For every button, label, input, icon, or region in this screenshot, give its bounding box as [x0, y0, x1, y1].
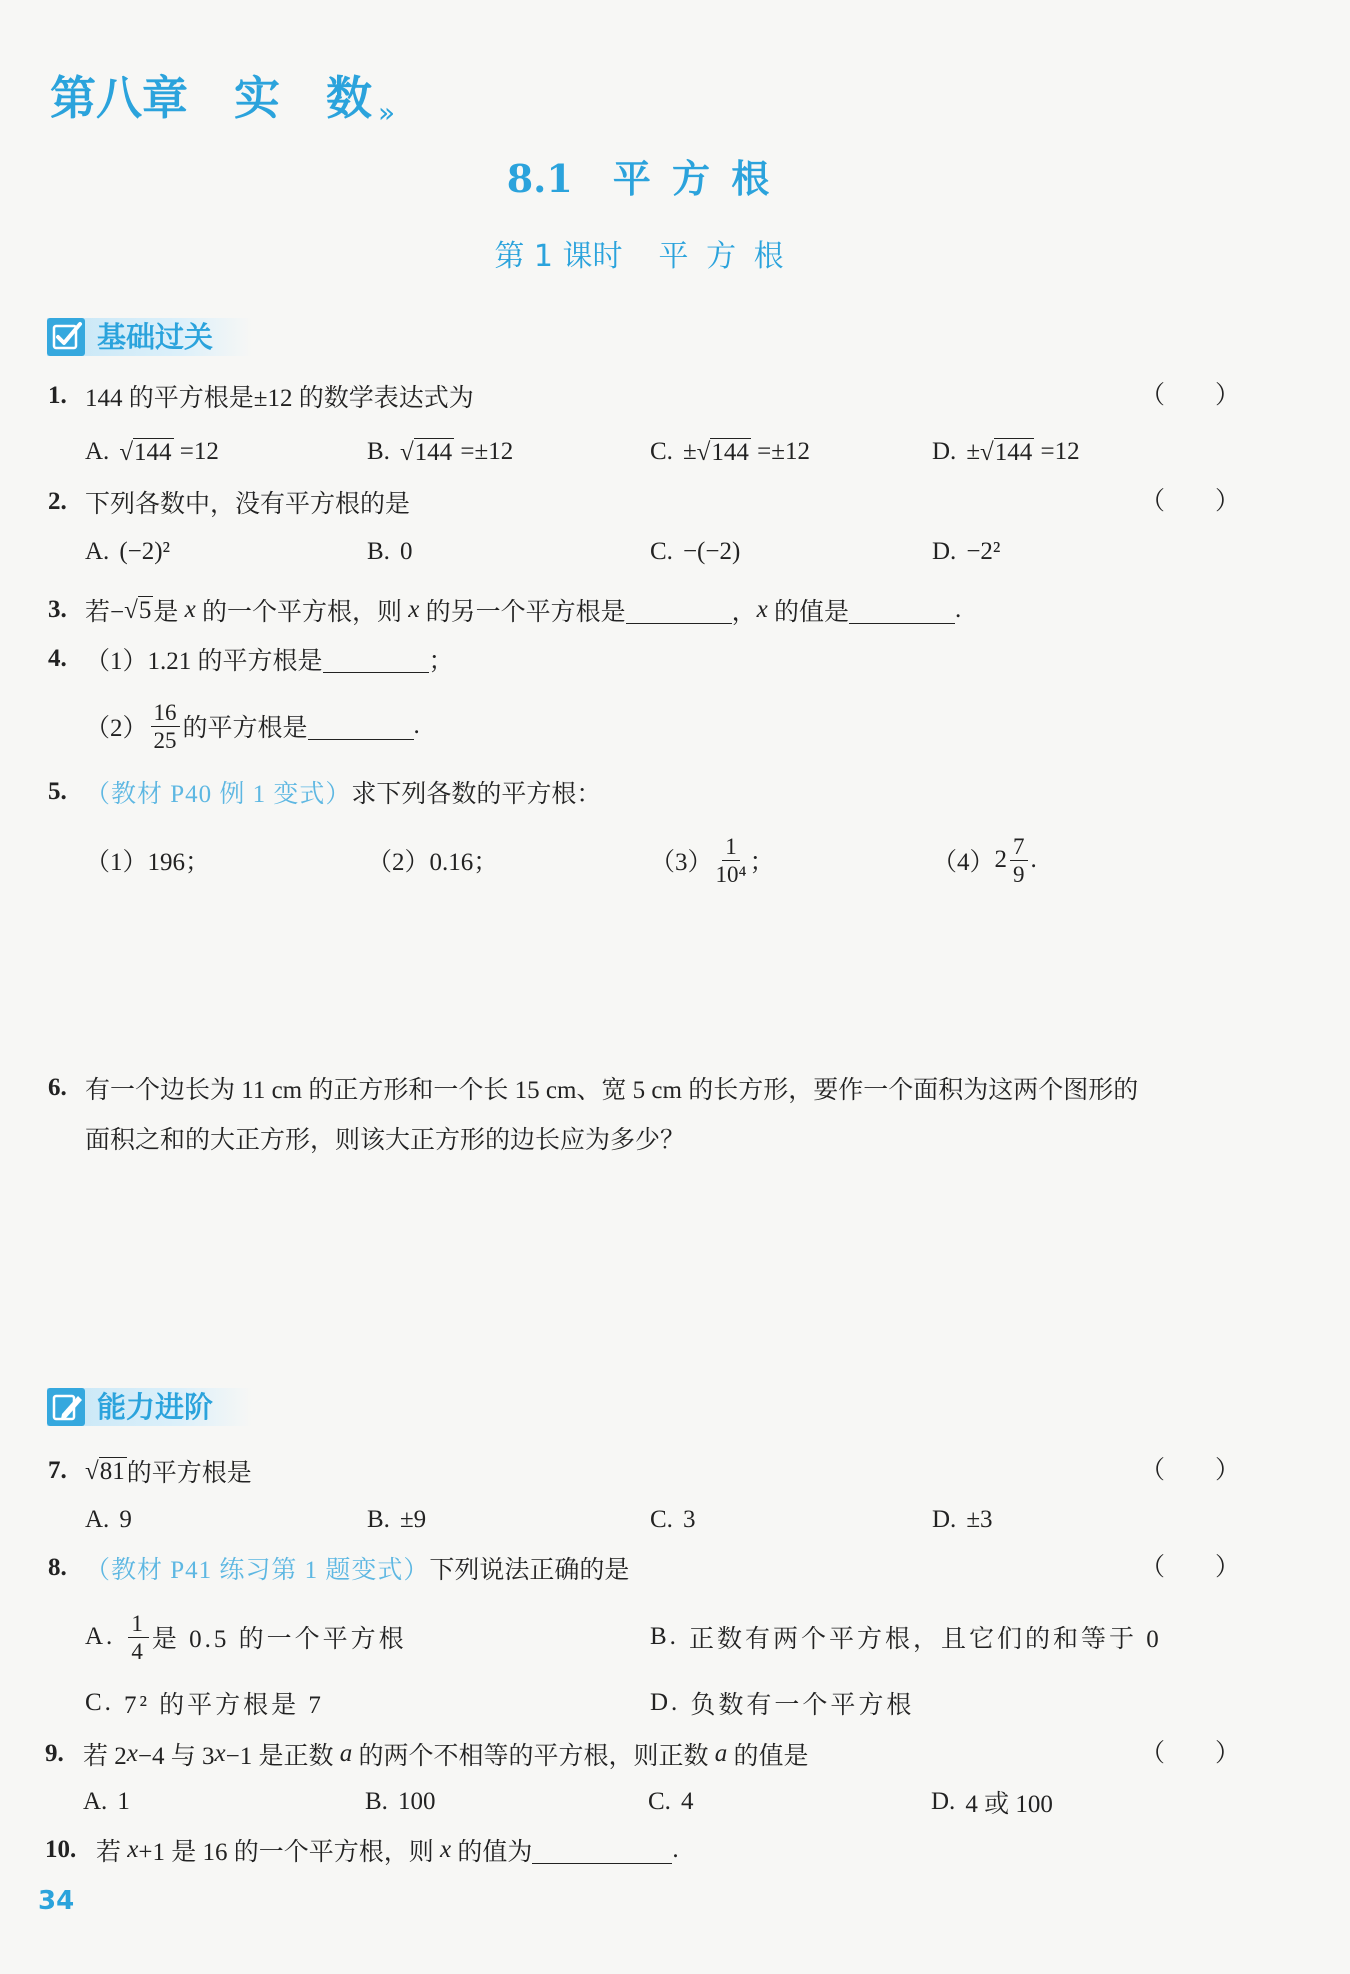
- option-text: =±12: [750, 438, 810, 465]
- question-7-answer-bracket: （ ）: [1140, 1457, 1241, 1484]
- option-label: A.: [85, 538, 110, 565]
- variable-x: x: [214, 1740, 226, 1767]
- option-label: D.: [931, 1788, 956, 1815]
- question-6-stem-line-2: [85, 1120, 685, 1156]
- question-stem-text: 的平方根是: [126, 1460, 252, 1487]
- fraction-numerator: 7: [1010, 833, 1028, 861]
- question-4-part-2: [85, 694, 420, 758]
- question-7-option-b: [367, 1502, 426, 1538]
- question-stem-text: 求下列各数的平方根：: [351, 781, 602, 808]
- answer-blank: [323, 646, 429, 673]
- section-number: 8.1: [506, 156, 573, 201]
- stem-text: 若−: [85, 599, 125, 626]
- option-text: 100: [397, 1788, 436, 1815]
- question-1-number: 1.: [48, 382, 67, 409]
- question-9-option-d: [931, 1784, 1053, 1820]
- part-text: 196；: [147, 849, 211, 876]
- checkmark-box-icon: [47, 318, 85, 356]
- question-1-option-a: [85, 434, 219, 470]
- fraction-denominator: 9: [1013, 861, 1025, 887]
- answer-blank: [308, 713, 414, 740]
- radicand: 5: [138, 596, 152, 624]
- part-text: 0.16；: [429, 849, 499, 876]
- option-label: A.: [85, 438, 110, 465]
- option-label: B.: [367, 1506, 390, 1533]
- question-4-part-1: [85, 641, 454, 677]
- stem-text: 的值是: [727, 1743, 809, 1770]
- radicand: 144: [414, 438, 453, 466]
- question-9-option-c: [648, 1784, 693, 1820]
- fraction: [151, 699, 180, 754]
- option-text: 0: [399, 538, 413, 565]
- option-label: C.: [648, 1788, 671, 1815]
- section-banner-advanced: [47, 1388, 252, 1426]
- page-number: 34: [38, 1886, 75, 1916]
- variable-x: x: [184, 596, 196, 623]
- stem-text: 若: [96, 1839, 128, 1866]
- question-8-option-a: [85, 1605, 407, 1669]
- stem-text: 的值是: [767, 599, 849, 626]
- part-label: （1）: [85, 648, 148, 675]
- option-label: D.: [650, 1689, 681, 1716]
- option-label: A.: [85, 1623, 116, 1650]
- question-7-option-a: [85, 1502, 132, 1538]
- fraction-denominator: 10⁴: [715, 861, 747, 887]
- question-5-part-3: [650, 828, 775, 892]
- fraction-numerator: 16: [151, 699, 180, 727]
- question-2-stem: [85, 484, 410, 520]
- pencil-note-icon: [47, 1388, 85, 1426]
- question-1-answer-bracket: （ ）: [1140, 382, 1241, 409]
- option-text: 9: [119, 1506, 132, 1533]
- question-stem-text: 下列各数中，没有平方根的是: [85, 491, 411, 518]
- fraction-numerator: 1: [128, 1610, 149, 1638]
- question-9-number: 9.: [45, 1740, 64, 1767]
- fraction-numerator: 1: [722, 833, 740, 861]
- question-7-option-c: [650, 1502, 695, 1538]
- question-2-option-a: [85, 534, 170, 570]
- stem-text: 的一个平方根，则: [195, 599, 409, 626]
- lesson-title: [0, 237, 1282, 277]
- option-label: C.: [650, 538, 673, 565]
- fraction: [716, 833, 747, 888]
- question-1-stem: [85, 378, 474, 414]
- option-prefix: ±: [682, 438, 697, 465]
- radical-sign: √: [85, 1457, 99, 1485]
- section-name: 平 方 根: [612, 156, 774, 201]
- question-stem-text: 有一个边长为 11 cm 的正方形和一个长 15 cm、宽 5 cm 的长方形，要作一个面积为这两个图形的: [85, 1077, 1139, 1104]
- question-5-part-1: [85, 828, 210, 892]
- question-4-number: 4.: [48, 645, 67, 672]
- section-banner-label: 能力进阶: [97, 1390, 214, 1424]
- option-text: 4: [680, 1788, 694, 1815]
- stem-text: −1 是正数: [225, 1743, 340, 1770]
- question-9-option-b: [365, 1784, 435, 1820]
- question-1-option-b: [367, 434, 513, 470]
- option-label: B.: [367, 438, 390, 465]
- question-stem-text: 144 的平方根是±12 的数学表达式为: [85, 385, 474, 412]
- variable-x: x: [439, 1836, 452, 1863]
- option-text: 1: [117, 1788, 130, 1815]
- question-7-number: 7.: [48, 1457, 67, 1484]
- question-9-stem: [83, 1736, 808, 1772]
- stem-text: 的值为: [451, 1839, 533, 1866]
- option-label: C.: [85, 1689, 114, 1716]
- question-3-number: 3.: [48, 596, 67, 623]
- stem-text: ，: [731, 599, 757, 626]
- option-text: ±9: [399, 1506, 427, 1533]
- option-label: B.: [365, 1788, 388, 1815]
- question-10-number: 10.: [45, 1836, 77, 1863]
- question-9-option-a: [83, 1784, 130, 1820]
- question-8-answer-bracket: （ ）: [1140, 1554, 1241, 1581]
- part-label: （3）: [650, 849, 713, 876]
- option-text: 3: [682, 1506, 696, 1533]
- radical-sign: √: [399, 438, 414, 466]
- question-8-option-d: [650, 1685, 914, 1721]
- question-stem-text: 下列说法正确的是: [429, 1557, 630, 1584]
- question-2-option-b: [367, 534, 412, 570]
- radicand: 144: [711, 438, 749, 466]
- radical-sign: √: [124, 596, 138, 624]
- variable-x: x: [127, 1836, 139, 1863]
- option-text: 是 0.5 的一个平方根: [151, 1626, 407, 1653]
- question-7-option-d: [932, 1502, 993, 1538]
- textbook-source-note: （教材 P40 例 1 变式）: [85, 781, 352, 808]
- variable-a: a: [714, 1740, 728, 1767]
- option-text: (−2)²: [119, 538, 171, 565]
- radical-sign: √: [696, 438, 711, 466]
- option-label: D.: [932, 1506, 957, 1533]
- variable-x: x: [408, 596, 420, 623]
- question-5-number: 5.: [48, 778, 67, 805]
- lesson-name: 平 方 根: [658, 239, 788, 274]
- stem-text: 若 2: [83, 1743, 127, 1770]
- radicand: 144: [994, 438, 1033, 466]
- question-2-option-c: [650, 534, 740, 570]
- fraction-denominator: 25: [153, 727, 177, 753]
- option-text: ±3: [966, 1506, 993, 1533]
- part-label: （2）: [85, 715, 148, 742]
- option-text: −(−2): [682, 538, 741, 565]
- option-label: D.: [932, 538, 957, 565]
- part-end: .: [1030, 846, 1037, 873]
- part-end: ；: [749, 849, 775, 876]
- sqrt-expression: [119, 438, 173, 467]
- question-3-stem: [85, 592, 961, 628]
- section-banner-basic: [47, 318, 252, 356]
- stem-text: .: [672, 1836, 679, 1863]
- question-stem-text: 面积之和的大正方形，则该大正方形的边长应为多少？: [85, 1127, 686, 1154]
- chapter-title: [50, 68, 395, 135]
- option-text: 7² 的平方根是 7: [123, 1692, 324, 1719]
- question-1-option-d: [932, 434, 1080, 470]
- variable-x: x: [756, 596, 768, 623]
- fraction-denominator: 4: [131, 1638, 146, 1664]
- option-text: 4 或 100: [965, 1791, 1053, 1818]
- option-prefix: ±: [966, 438, 981, 465]
- option-text: 负数有一个平方根: [690, 1692, 915, 1719]
- stem-text: −4 与 3: [137, 1743, 215, 1770]
- question-5-stem: [85, 774, 601, 810]
- fraction: [1010, 833, 1028, 888]
- stem-text: .: [955, 596, 962, 623]
- question-8-stem: [85, 1550, 629, 1586]
- option-text: 正数有两个平方根，且它们的和等于 0: [688, 1626, 1162, 1653]
- option-label: C.: [650, 438, 673, 465]
- option-label: A.: [85, 1506, 110, 1533]
- part-label: （4）: [932, 849, 995, 876]
- sqrt-expression: [697, 438, 751, 467]
- lesson-number: 第 1 课时: [494, 239, 623, 274]
- option-text: =±12: [454, 438, 514, 465]
- textbook-source-note: （教材 P41 练习第 1 题变式）: [85, 1557, 430, 1584]
- question-8-option-b: [650, 1605, 1162, 1669]
- question-10-stem: [96, 1832, 679, 1868]
- answer-blank: [626, 597, 732, 624]
- question-9-answer-bracket: （ ）: [1140, 1740, 1241, 1767]
- sqrt-expression: [400, 438, 454, 467]
- radicand: 81: [99, 1457, 125, 1485]
- question-2-answer-bracket: （ ）: [1140, 488, 1241, 515]
- stem-text: 的另一个平方根是: [419, 599, 626, 626]
- sqrt-expression: [124, 596, 153, 625]
- radical-sign: √: [980, 438, 994, 466]
- option-label: B.: [367, 538, 390, 565]
- stem-text: +1 是 16 的一个平方根，则: [138, 1839, 440, 1866]
- option-text: =12: [1034, 438, 1080, 465]
- radical-sign: √: [119, 438, 134, 466]
- question-6-number: 6.: [48, 1074, 67, 1101]
- part-label: （1）: [85, 849, 148, 876]
- question-8-option-c: [85, 1685, 324, 1721]
- stem-text: 是: [153, 599, 185, 626]
- stem-text: 的两个不相等的平方根，则正数: [352, 1743, 715, 1770]
- question-2-option-d: [932, 534, 1000, 570]
- variable-a: a: [339, 1740, 353, 1767]
- option-text: =12: [173, 438, 219, 465]
- sqrt-expression: [85, 1457, 127, 1486]
- question-1-option-c: [650, 434, 810, 470]
- sqrt-expression: [980, 438, 1034, 467]
- question-8-number: 8.: [48, 1554, 67, 1581]
- answer-blank: [849, 597, 955, 624]
- question-7-stem: [85, 1453, 252, 1489]
- answer-blank: [532, 1837, 672, 1864]
- part-text: 1.21 的平方根是: [147, 648, 323, 675]
- part-label: （2）: [367, 849, 430, 876]
- mixed-number-whole: 2: [994, 846, 1008, 873]
- question-6-stem-line-1: [85, 1070, 1138, 1106]
- option-label: D.: [932, 438, 957, 465]
- section-title: [0, 156, 1280, 202]
- chapter-title-text: 第八章 实 数: [50, 71, 372, 125]
- double-chevron-icon: »: [378, 96, 396, 129]
- option-label: B.: [650, 1623, 679, 1650]
- question-2-number: 2.: [48, 488, 67, 515]
- option-text: −2²: [966, 538, 1001, 565]
- question-5-part-4: [932, 828, 1037, 892]
- question-5-part-2: [367, 828, 498, 892]
- section-banner-label: 基础过关: [97, 320, 214, 354]
- variable-x: x: [126, 1740, 138, 1767]
- part-text: 的平方根是: [182, 715, 308, 742]
- option-label: A.: [83, 1788, 108, 1815]
- radicand: 144: [134, 438, 172, 466]
- part-end: .: [413, 712, 420, 739]
- part-end: ；: [428, 648, 454, 675]
- option-label: C.: [650, 1506, 673, 1533]
- fraction: [128, 1610, 149, 1665]
